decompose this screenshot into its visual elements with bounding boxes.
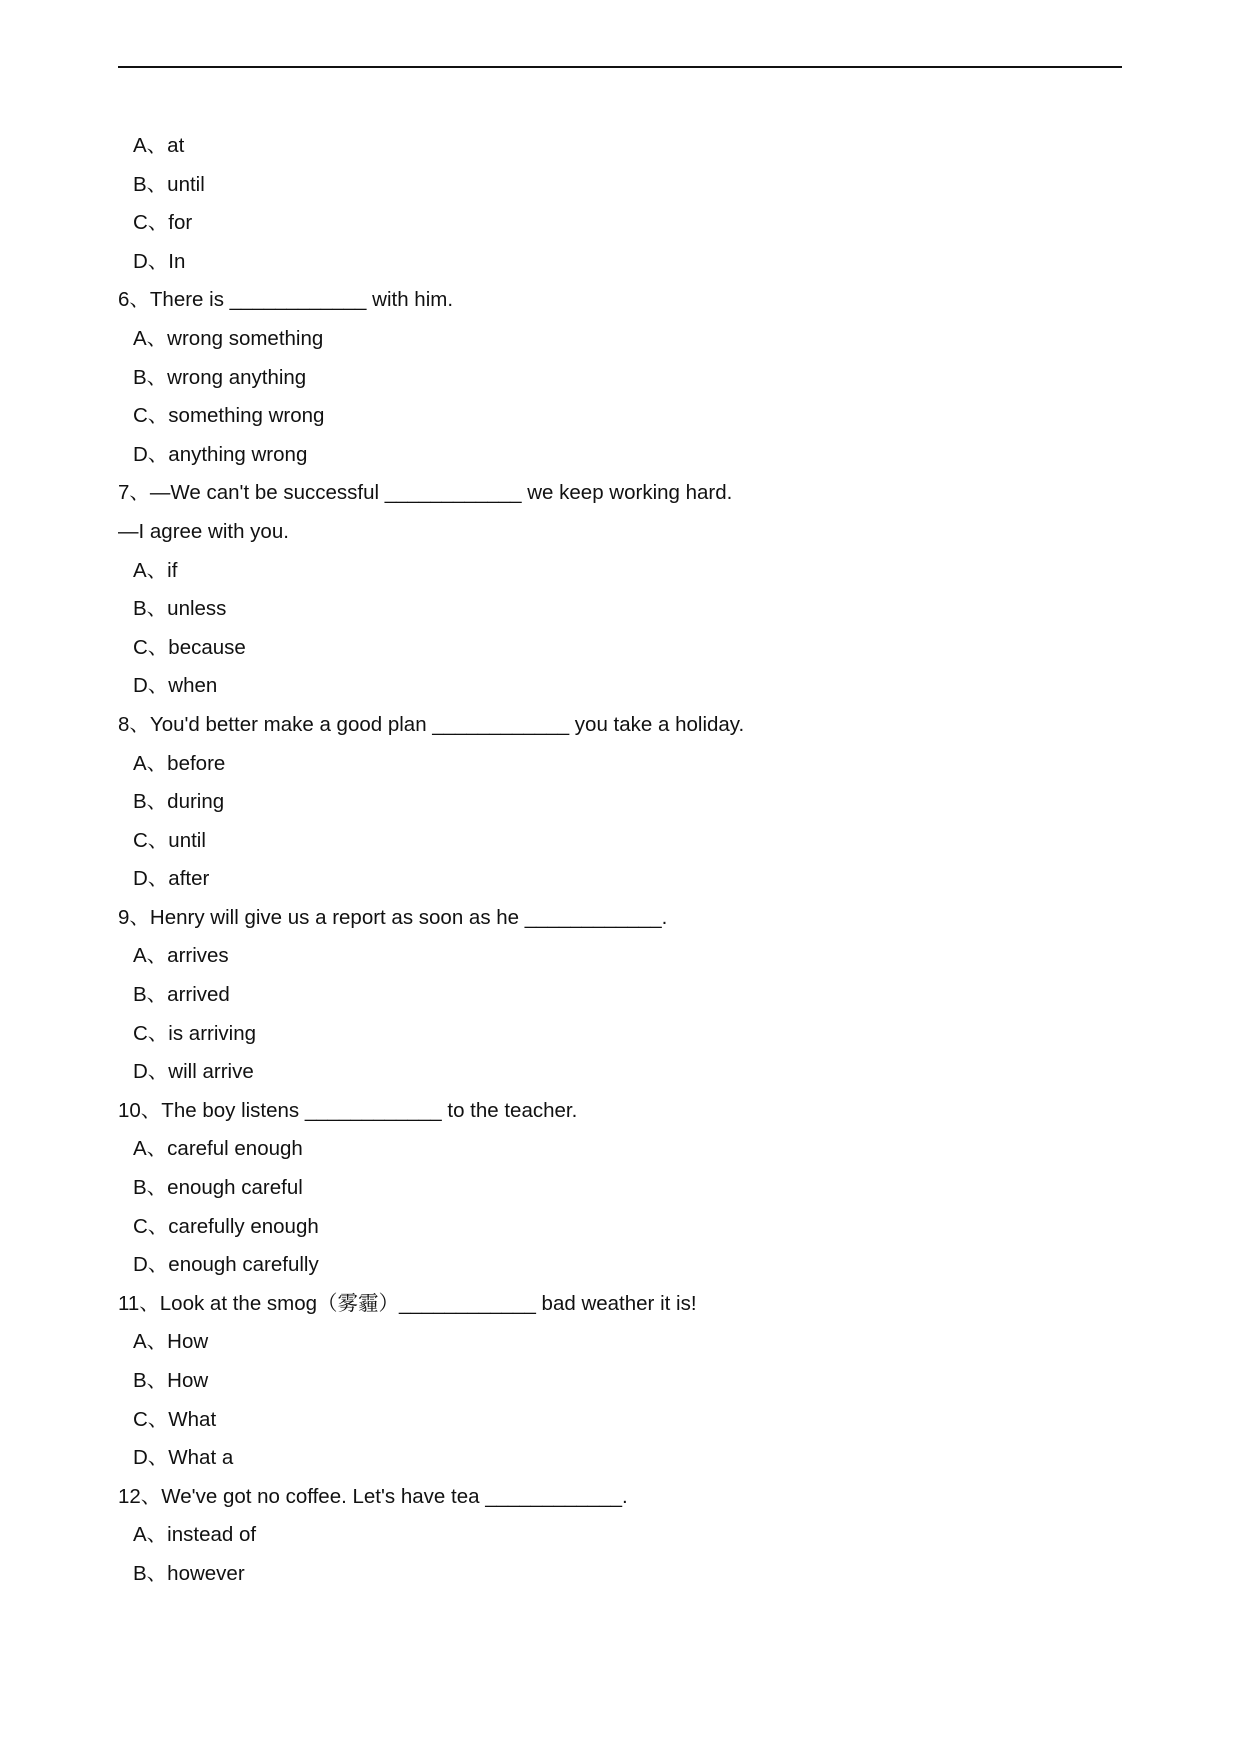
question-text: 9、Henry will give us a report as soon as he ____________. [118,905,668,929]
answer-option: A、careful enough [133,1137,303,1161]
answer-option: D、will arrive [133,1060,254,1084]
answer-option: A、wrong something [133,326,324,350]
answer-option: C、is arriving [133,1021,257,1045]
answer-option: C、What [133,1407,217,1431]
header-rule [118,66,1122,68]
answer-option: B、arrived [133,983,230,1007]
question-text: 11、Look at the smog（雾霾）____________ bad weather it is! [118,1291,697,1315]
question-text: 7、—We can't be successful ____________ we keep working hard. [118,481,733,505]
answer-option: D、enough carefully [133,1253,319,1277]
answer-option: B、until [133,172,205,196]
answer-option: B、wrong anything [133,365,307,389]
answer-option: A、before [133,751,226,775]
answer-option: B、How [133,1369,209,1392]
answer-option: D、after [133,867,210,891]
answer-option: C、because [133,635,246,659]
answer-option: D、anything wrong [133,442,308,466]
answer-option: B、enough careful [133,1176,303,1200]
question-text: 6、There is ____________ with him. [118,288,454,312]
question-text: 10、The boy listens ____________ to the teacher. [118,1098,578,1122]
answer-option: A、if [133,558,178,582]
question-text: —I agree with you. [118,519,289,543]
answer-option: B、during [133,790,225,814]
answer-option: A、arrives [133,944,229,968]
answer-option: A、at [133,134,185,157]
question-text: 12、We've got no coffee. Let's have tea ____________. [118,1484,628,1508]
answer-option: D、In [133,249,186,273]
answer-option: A、instead of [133,1523,257,1547]
answer-option: C、until [133,828,206,852]
answer-option: D、What a [133,1446,234,1470]
answer-option: D、when [133,674,218,698]
question-list [118,127,1122,1594]
answer-option: C、something wrong [133,404,325,428]
answer-option: A、How [133,1330,209,1354]
answer-option: C、carefully enough [133,1214,319,1238]
answer-option: C、for [133,211,193,235]
question-text: 8、You'd better make a good plan ____________ you take a holiday. [118,712,745,736]
answer-option: B、unless [133,597,227,621]
answer-option: B、however [133,1561,245,1585]
